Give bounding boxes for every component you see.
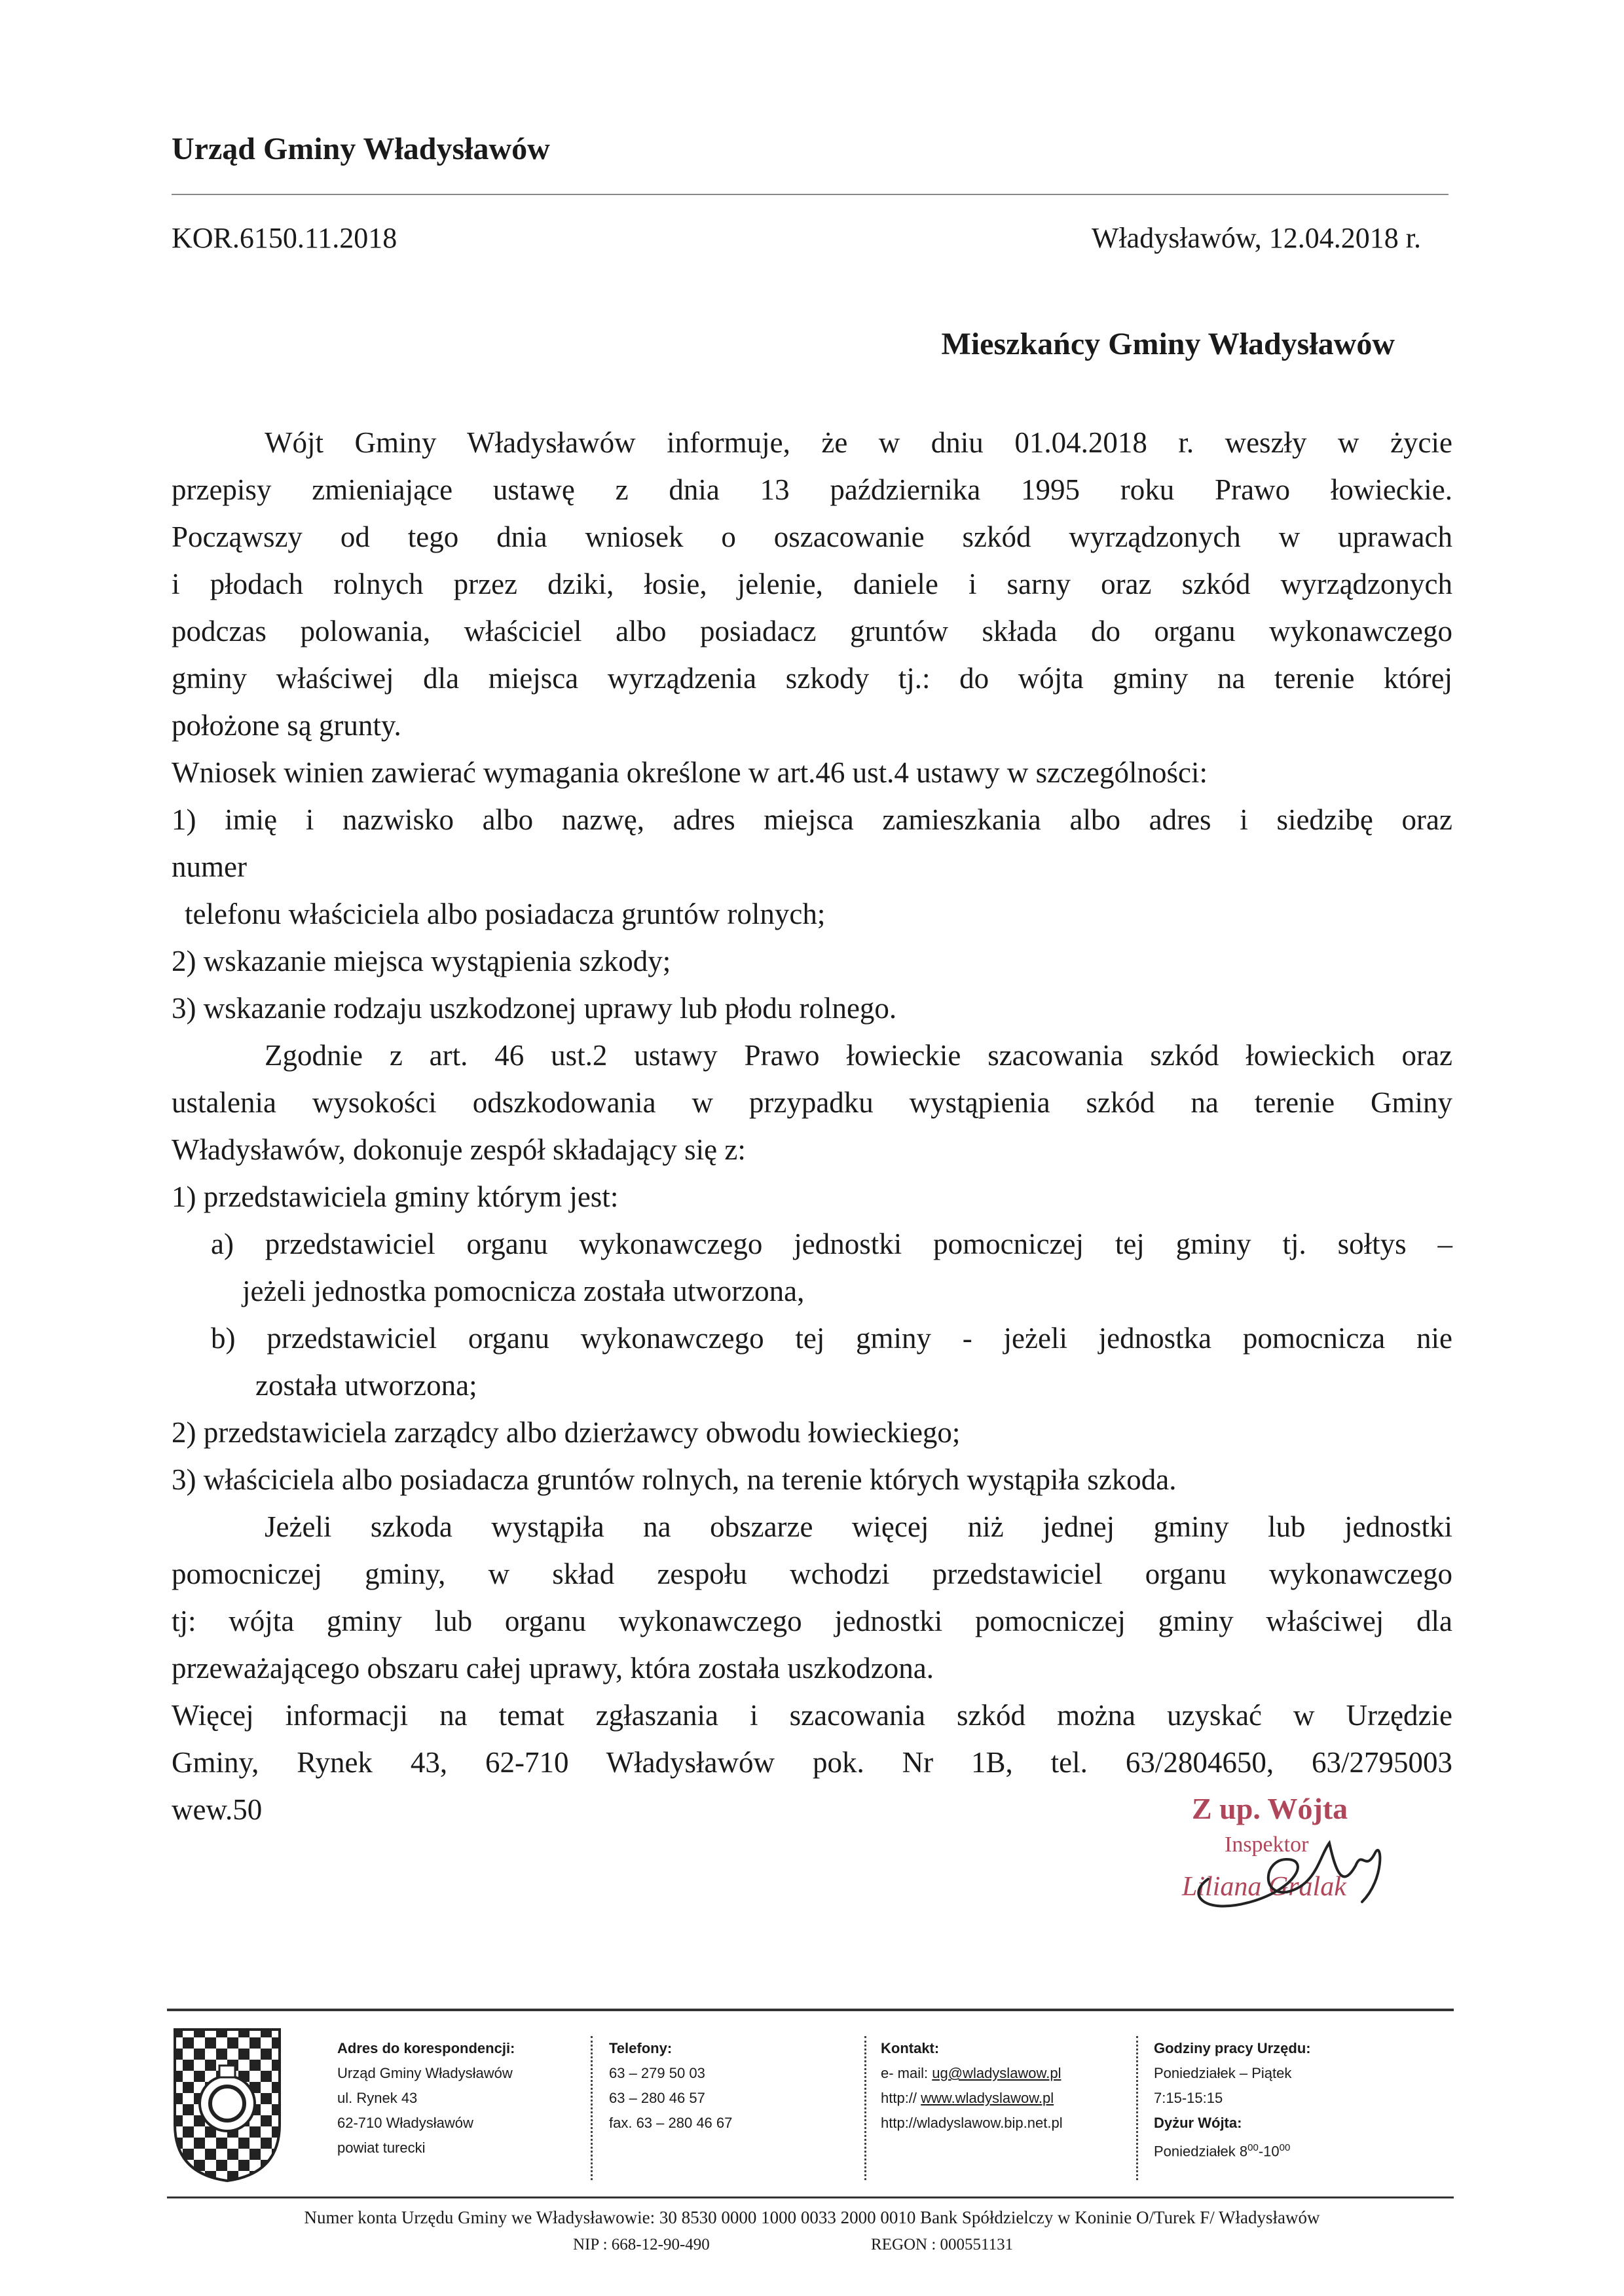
list-item: 2) przedstawiciela zarządcy albo dzierżawcy obwodu łowieckiego;	[172, 1416, 961, 1449]
bank-account-line: Numer konta Urzędu Gminy we Władysławowie: 30 8530 0000 1000 0033 2000 0010 Bank Spółdzielczy w Koninie O/Turek F/ Władysławów	[304, 2208, 1320, 2227]
text-line: Wójt Gminy Władysławów informuje, że w dniu 01.04.2018 r. weszły w życie	[265, 426, 1452, 459]
office-name: Urząd Gminy Władysławów	[172, 132, 550, 166]
duty-heading: Dyżur Wójta:	[1154, 2115, 1242, 2131]
address-line: powiat turecki	[337, 2140, 426, 2156]
text-line: Począwszy od tego dnia wniosek o oszacowanie szkód wyrządzonych w uprawach	[172, 520, 1452, 553]
header-divider	[172, 194, 1449, 195]
list-item: 2) wskazanie miejsca wystąpienia szkody;	[172, 945, 671, 977]
duty-from-hour: 8	[1239, 2143, 1248, 2160]
text-line: ustalenia wysokości odszkodowania w przypadku wystąpienia szkód na terenie Gminy	[172, 1086, 1452, 1119]
list-item-continuation: telefonu właściciela albo posiadacza gruntów rolnych;	[185, 898, 826, 930]
text-line: wew.50	[172, 1793, 263, 1826]
addressee: Mieszkańcy Gminy Władysławów	[941, 327, 1395, 361]
text-line: Zgodnie z art. 46 ust.2 ustawy Prawo łowieckie szacowania szkód łowieckich oraz	[265, 1039, 1452, 1072]
duty-from-minutes: 00	[1247, 2142, 1259, 2153]
text-line: położone są grunty.	[172, 709, 401, 742]
footer-separator	[864, 2036, 866, 2180]
list-subitem-continuation: jeżeli jednostka pomocnicza została utworzona,	[242, 1275, 805, 1307]
text-line: i płodach rolnych przez dziki, łosie, jelenie, daniele i sarny oraz szkód wyrządzonych	[172, 568, 1452, 600]
phone-line: 63 – 279 50 03	[609, 2065, 705, 2081]
address-line: ul. Rynek 43	[337, 2090, 418, 2106]
phones-heading: Telefony:	[609, 2040, 673, 2056]
footer-address-block	[337, 2036, 515, 2160]
website-prefix: http://	[881, 2090, 921, 2106]
footer-separator	[1136, 2036, 1138, 2180]
list-subitem: a) przedstawiciel organu wykonawczego jednostki pomocniczej tej gminy tj. sołtys –	[211, 1228, 1452, 1260]
document-date: Władysławów, 12.04.2018 r.	[1091, 222, 1421, 254]
footer-phones-block	[609, 2036, 732, 2136]
list-item: 3) wskazanie rodzaju uszkodzonej uprawy lub płodu rolnego.	[172, 992, 897, 1025]
list-item: 1) przedstawiciela gminy którym jest:	[172, 1180, 619, 1213]
footer-hours-block	[1154, 2036, 1311, 2164]
duty-to-minutes: 00	[1279, 2142, 1291, 2153]
text-line: Wniosek winien zawierać wymagania określone w art.46 ust.4 ustawy w szczególności:	[172, 756, 1208, 789]
text-line: przeważającego obszaru całej uprawy, która została uszkodzona.	[172, 1652, 934, 1685]
hours-heading: Godziny pracy Urzędu:	[1154, 2040, 1311, 2056]
paragraph-assessment-team	[172, 1032, 1452, 1503]
footer-contact-block	[881, 2036, 1063, 2136]
text-line: podczas polowania, właściciel albo posiadacz gruntów składa do organu wykonawczego	[172, 615, 1452, 647]
footer-separator	[591, 2036, 593, 2180]
hours-days: Poniedziałek – Piątek	[1154, 2065, 1292, 2081]
website-link[interactable]: www.wladyslawow.pl	[921, 2090, 1054, 2106]
paragraph-announcement	[172, 419, 1452, 749]
address-heading: Adres do korespondencji:	[337, 2040, 515, 2056]
fax-line: fax. 63 – 280 46 67	[609, 2115, 733, 2131]
coat-of-arms-logo	[172, 2026, 283, 2183]
bip-link[interactable]: http://wladyslawow.bip.net.pl	[881, 2115, 1063, 2131]
hours-time: 7:15-15:15	[1154, 2090, 1223, 2106]
phone-line: 63 – 280 46 57	[609, 2090, 705, 2106]
text-line: Gminy, Rynek 43, 62-710 Władysławów pok. Nr 1B, tel. 63/2804650, 63/2795003	[172, 1746, 1452, 1779]
list-item: 3) właściciela albo posiadacza gruntów rolnych, na terenie których wystąpiła szkoda.	[172, 1463, 1177, 1496]
paragraph-application-requirements	[172, 749, 1452, 1032]
contact-heading: Kontakt:	[881, 2040, 940, 2056]
duty-time	[1154, 2136, 1311, 2164]
text-line: Władysławów, dokonuje zespół składający się z:	[172, 1133, 746, 1166]
duty-day: Poniedziałek	[1154, 2143, 1240, 2160]
duty-separator: -	[1258, 2143, 1264, 2160]
nip-number: NIP : 668-12-90-490	[573, 2236, 710, 2253]
footer-divider-top	[167, 2009, 1454, 2011]
list-subitem: b) przedstawiciel organu wykonawczego tej gminy - jeżeli jednostka pomocnicza nie	[211, 1322, 1452, 1355]
reference-number: KOR.6150.11.2018	[172, 222, 397, 254]
text-line: Więcej informacji na temat zgłaszania i szacowania szkód można uzyskać w Urzędzie	[172, 1699, 1452, 1732]
stamp-line-1: Z up. Wójta	[1192, 1792, 1348, 1825]
stamp-line-3: Liliana Gralak	[1182, 1872, 1346, 1902]
duty-to-hour: 10	[1263, 2143, 1280, 2160]
paragraph-multiple-municipalities	[172, 1503, 1452, 1692]
email-link[interactable]: ug@wladyslawow.pl	[932, 2065, 1061, 2081]
address-line: Urząd Gminy Władysławów	[337, 2065, 513, 2081]
list-item: 1) imię i nazwisko albo nazwę, adres miejsca zamieszkania albo adres i siedzibę oraz	[172, 803, 1452, 836]
regon-number: REGON : 000551131	[871, 2236, 1014, 2253]
list-subitem-continuation: została utworzona;	[255, 1369, 477, 1402]
stamp-line-2: Inspektor	[1225, 1832, 1309, 1857]
website-line	[881, 2086, 1063, 2111]
text-line: przepisy zmieniające ustawę z dnia 13 października 1995 roku Prawo łowieckie.	[172, 473, 1452, 506]
text-line: tj: wójta gminy lub organu wykonawczego jednostki pomocniczej gminy właściwej dla	[172, 1605, 1452, 1637]
email-line	[881, 2061, 1063, 2086]
text-line: pomocniczej gminy, w skład zespołu wchodzi przedstawiciel organu wykonawczego	[172, 1558, 1452, 1590]
text-line: Jeżeli szkoda wystąpiła na obszarze więcej niż jednej gminy lub jednostki	[265, 1510, 1452, 1543]
footer-divider-bottom	[167, 2196, 1454, 2198]
signature-stamp	[1146, 1781, 1408, 1925]
list-item-continuation: numer	[172, 850, 247, 883]
address-line: 62-710 Władysławów	[337, 2115, 473, 2131]
text-line: gminy właściwej dla miejsca wyrządzenia szkody tj.: do wójta gminy na terenie której	[172, 662, 1452, 695]
email-prefix: e- mail:	[881, 2065, 932, 2081]
